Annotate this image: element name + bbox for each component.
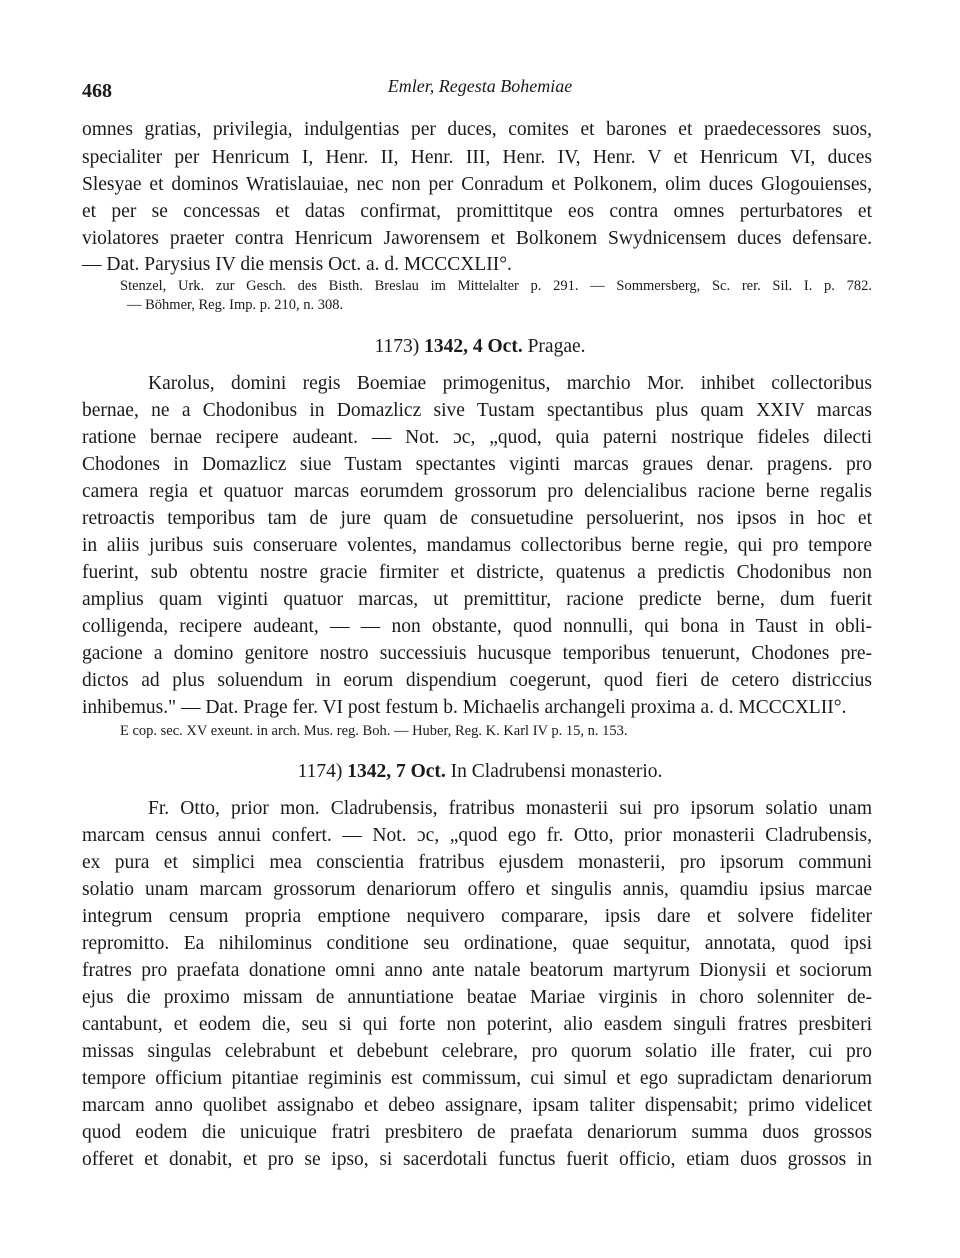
- text-line: dictos ad plus soluendum in eorum dispendium coegerunt, quod fieri de cetero districcius: [82, 670, 872, 691]
- text-line: retroactis temporibus tam de jure quam de consuetudine persoluerint, nos ipsos in hoc et: [82, 508, 872, 529]
- text-line: inhibemus." — Dat. Prage fer. VI post festum b. Michaelis archangeli proxima a. d. MCCCXLII°.: [82, 697, 847, 718]
- text-line: offeret et donabit, et pro se ipso, si sacerdotali functus fuerit officio, etiam duos grossos in: [82, 1149, 872, 1170]
- text-line: ratione bernae recipere audeant. — Not. ɔc, „quod, quia paterni nostrique fideles dilecti: [82, 427, 872, 448]
- text-line: colligenda, recipere audeant, — — non obstante, quod nonnulli, qui bona in Taust in obli-: [82, 616, 872, 637]
- running-title: Emler, Regesta Bohemiae: [387, 76, 573, 96]
- entry-heading: [0, 335, 960, 359]
- text-line: omnes gratias, privilegia, indulgentias per duces, comites et barones et praedecessores suos,: [82, 119, 872, 140]
- text-line: camera regia et quatuor marcas eorumdem grossorum pro delencialibus racione berne regalis: [82, 481, 872, 502]
- text-line: fratres pro praefata donatione omni anno ante natale beatorum martyrum Dionysii et sociorum: [82, 960, 872, 981]
- text-line: specialiter per Henricum I, Henr. II, Henr. III, Henr. IV, Henr. V et Henricum VI, duces: [82, 147, 872, 168]
- text-line: tempore officium pitantiae regiminis est commissum, cui simul et ego supradictam denariorum: [82, 1068, 872, 1089]
- text-line: et per se concessas et datas confirmat, promittitque eos contra omnes perturbatores et: [82, 201, 872, 222]
- text-line: missas singulas celebrabunt et debebunt celebrare, pro quorum solatio ille frater, cui pro: [82, 1041, 872, 1062]
- entry-number: 1174): [297, 761, 343, 782]
- source-note: — Böhmer, Reg. Imp. p. 210, n. 308.: [127, 297, 344, 313]
- text-line: bernae, ne a Chodonibus in Domazlicz sive Tustam spectantibus plus quam XXIV marcas: [82, 400, 872, 421]
- text-line: ex pura et simplici mea conscientia fratribus ejusdem monasterii, pro ipsorum communi: [82, 852, 872, 873]
- text-line: in aliis juribus suis conseruare volentes, mandamus collectoribus berne regie, qui pro tempore: [82, 535, 872, 556]
- entry-date: 1342, 7 Oct.: [347, 761, 446, 782]
- entry-heading: [0, 760, 960, 784]
- text-line: repromitto. Ea nihilominus conditione seu ordinatione, quae sequitur, annotata, quod ipsi: [82, 933, 872, 954]
- text-line: cantabunt, et eodem die, seu si qui forte non poterint, alio easdem singuli fratres presbiteri: [82, 1014, 872, 1035]
- text-line: solatio unam marcam grossorum denariorum offero et singulis annis, quamdiu ipsius marcae: [82, 879, 872, 900]
- text-line: violatores praeter contra Henricum Jaworensem et Bolkonem Swydnicensem duces defensare.: [82, 228, 872, 249]
- source-note: E cop. sec. XV exeunt. in arch. Mus. reg. Boh. — Huber, Reg. K. Karl IV p. 15, n. 153.: [120, 723, 628, 739]
- entry-place: Pragae.: [527, 336, 586, 357]
- text-line: fuerint, sub obtentu nostre gracie firmiter et districte, quatenus a predictis Chodonibus non: [82, 562, 872, 583]
- text-line: — Dat. Parysius IV die mensis Oct. a. d. MCCCXLII°.: [82, 254, 512, 275]
- text-line: Fr. Otto, prior mon. Cladrubensis, fratribus monasterii sui pro ipsorum solatio unam: [148, 798, 872, 819]
- text-line: integrum censum propria emptione nequivero comparare, ipsis dare et solvere fideliter: [82, 906, 872, 927]
- text-line: amplius quam viginti quatuor marcas, ut premittitur, racione predicte berne, dum fuerit: [82, 589, 872, 610]
- text-line: Slesyae et dominos Wratislauiae, nec non per Conradum et Polkonem, olim duces Glogouienses,: [82, 174, 872, 195]
- text-line: marcam census annui confert. — Not. ɔc, „quod ego fr. Otto, prior monasterii Cladrubensis,: [82, 825, 872, 846]
- text-line: Chodones in Domazlicz siue Tustam spectantes viginti marcas graues denar. pragens. pro: [82, 454, 872, 475]
- text-line: Karolus, domini regis Boemiae primogenitus, marchio Mor. inhibet collectoribus: [148, 373, 872, 394]
- entry-date: 1342, 4 Oct.: [424, 336, 523, 357]
- source-note: Stenzel, Urk. zur Gesch. des Bisth. Breslau im Mittelalter p. 291. — Sommersberg, Sc. rer. Sil. I. p. 782.: [120, 278, 872, 294]
- page-number: 468: [82, 80, 112, 102]
- entry-place: In Cladrubensi monasterio.: [450, 761, 663, 782]
- text-line: quod eodem die unicuique fratri presbitero de praefata denariorum summa duos grossos: [82, 1122, 872, 1143]
- text-line: marcam anno quolibet assignabo et debeo assignare, ipsam taliter dispensabit; primo videlicet: [82, 1095, 872, 1116]
- text-line: gacione a domino genitore nostro successiuis hucusque temporibus tenuerunt, Chodones pre-: [82, 643, 872, 664]
- entry-number: 1173): [374, 336, 420, 357]
- text-line: ejus die proximo missam de annuntiatione beatae Mariae virginis in choro solenniter de-: [82, 987, 872, 1008]
